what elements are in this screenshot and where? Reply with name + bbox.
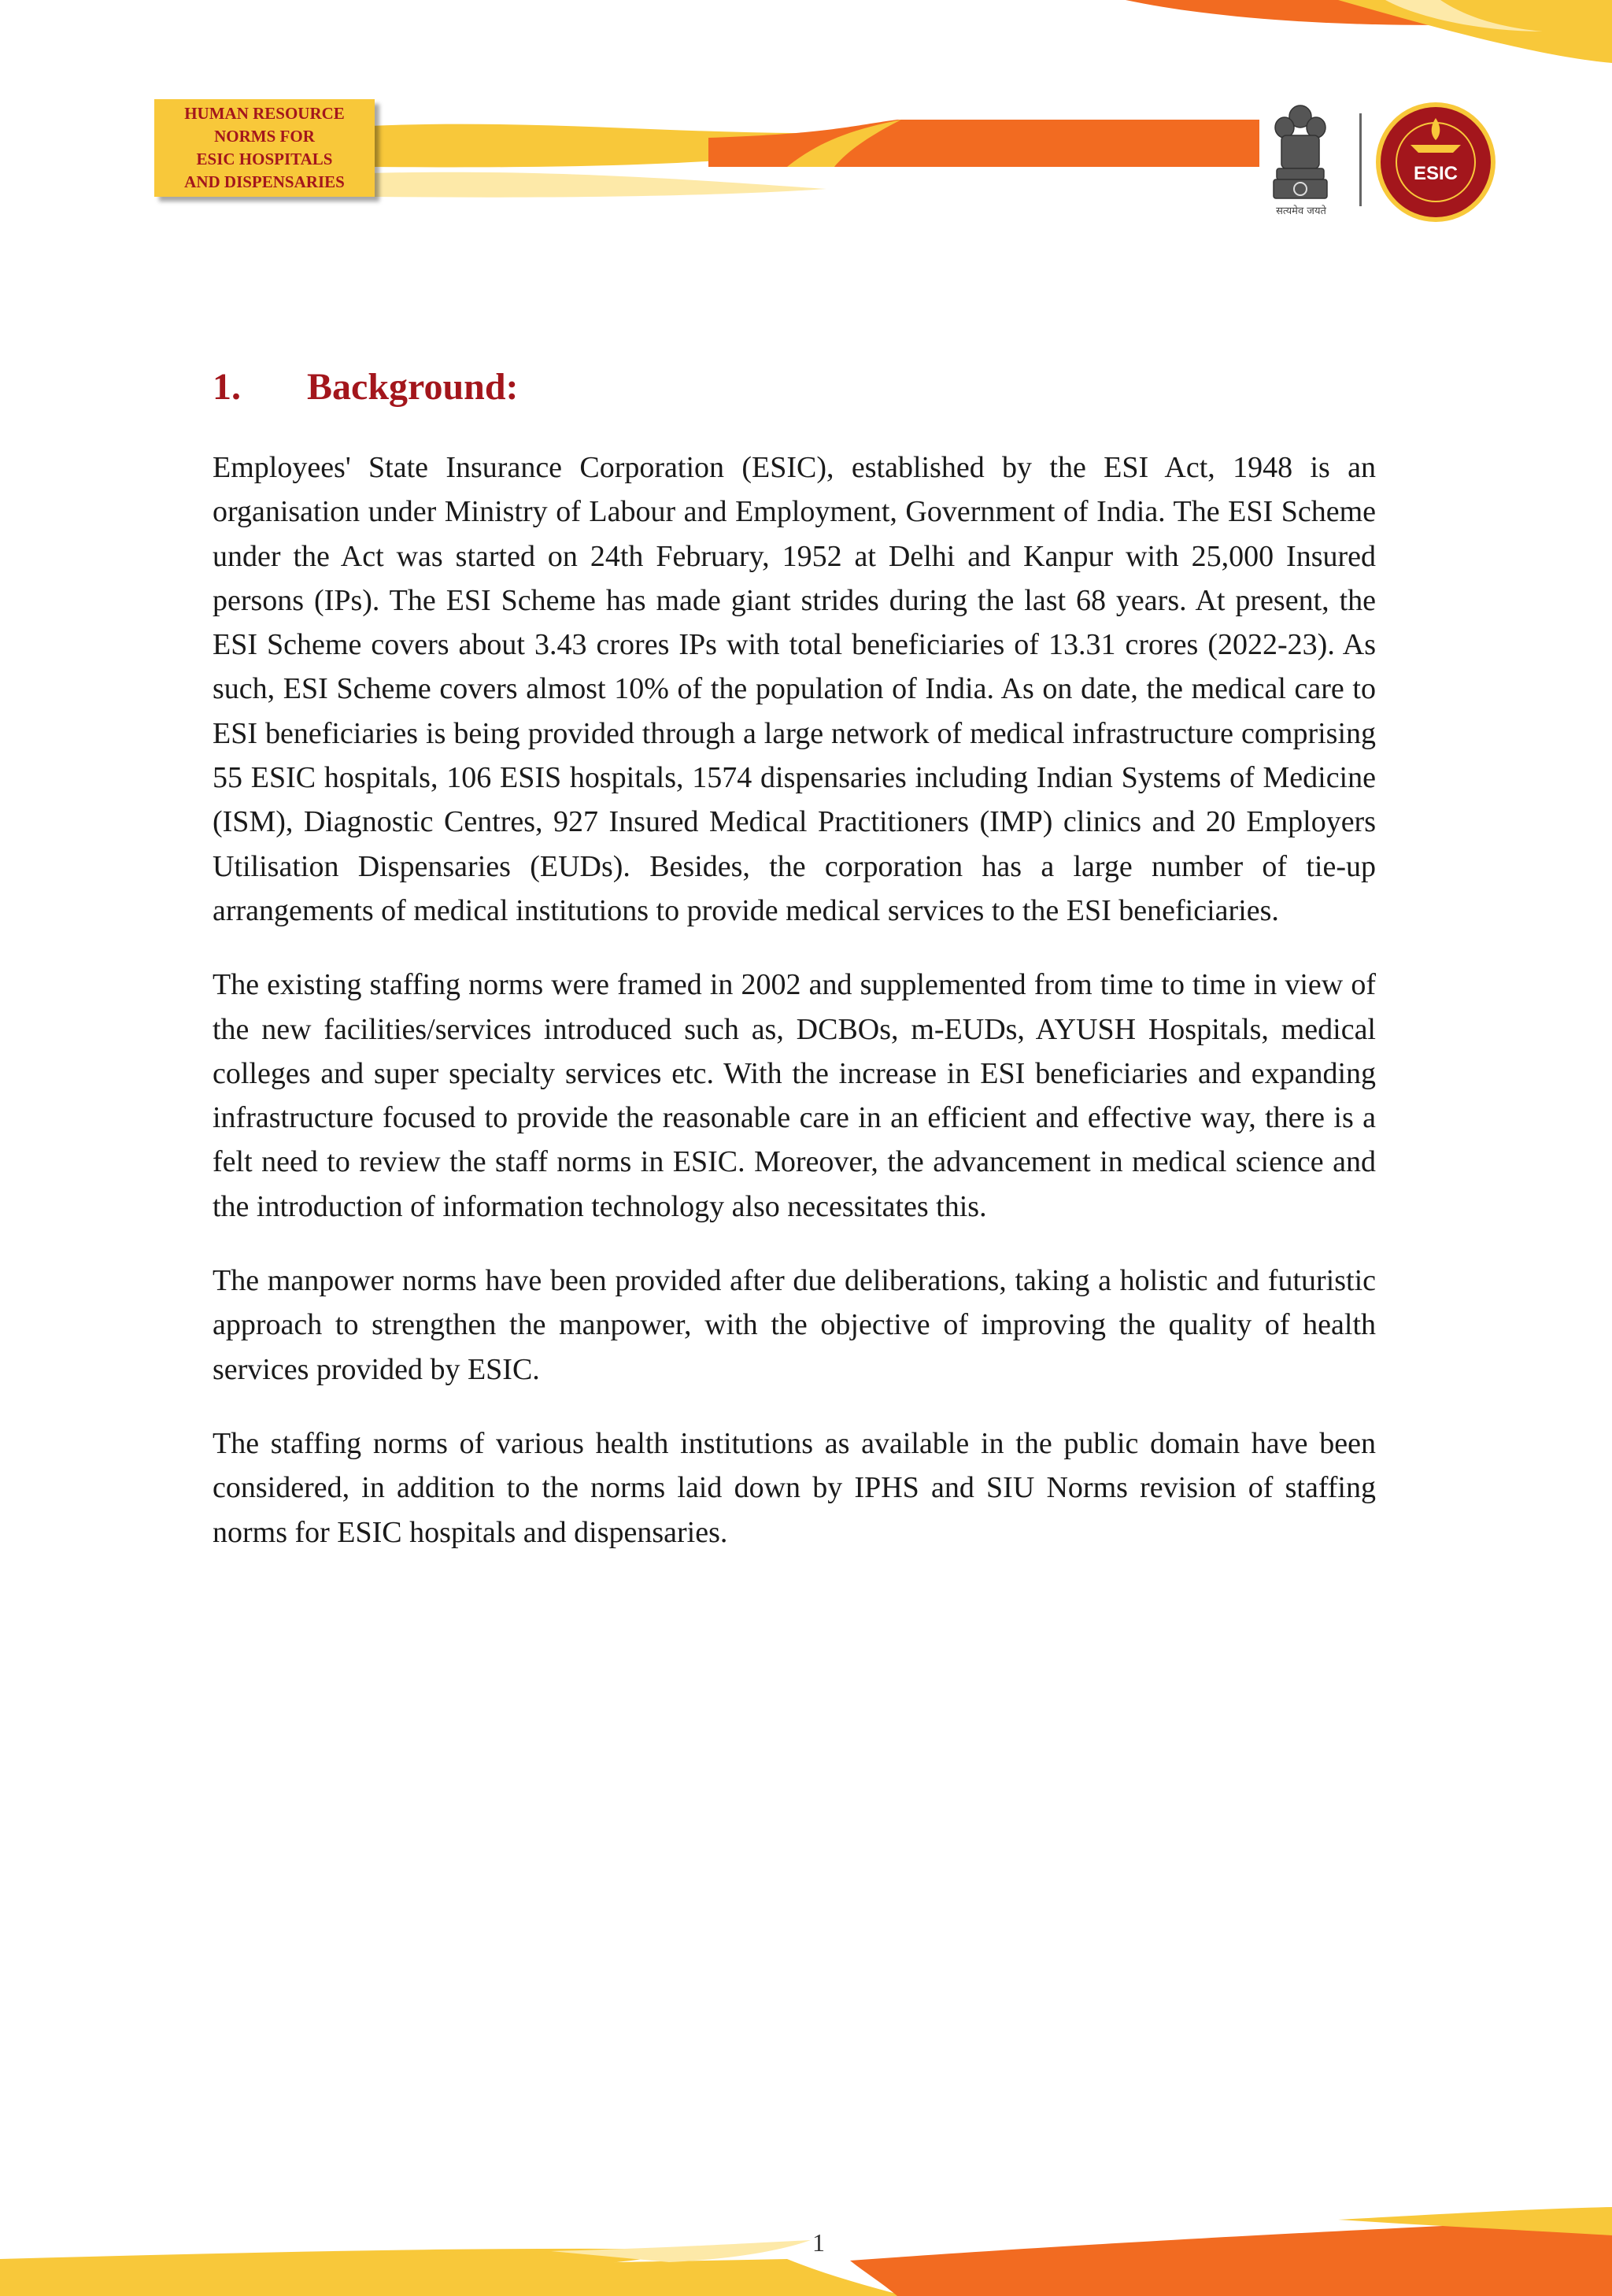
national-emblem-icon xyxy=(1269,99,1332,217)
doc-title-line-2: NORMS FOR xyxy=(214,127,315,146)
doc-title-line-4: AND DISPENSARIES xyxy=(184,172,345,191)
doc-title-line-1: HUMAN RESOURCE xyxy=(184,104,345,123)
doc-title-line-3: ESIC HOSPITALS xyxy=(196,150,333,168)
paragraph: The existing staffing norms were framed in 2002 and supplemented from time to time in view of the new facilities/services introduced such as, DCBOs, m-EUDs, AYUSH Hospitals, medical colleges and super specialty services etc. With the increase in ESI beneficiaries and expanding infrastructure focused to provide the reasonable care in an efficient and effective way, there is a felt need to review the staff norms in ESIC. Moreover, the advancement in medical science and the introduction of information technology also necessitates this. xyxy=(213,968,1376,1223)
section-title: Background: xyxy=(307,366,519,408)
esic-logo-icon xyxy=(1374,101,1497,224)
paragraph: The manpower norms have been provided after due deliberations, taking a holistic and futuristic approach to strengthen the manpower, with the objective of improving the quality of health services provided by ESIC. xyxy=(213,1264,1376,1386)
emblem-motto: सत्यमेव जयते xyxy=(1276,205,1326,217)
logo-text: ESIC xyxy=(1413,163,1459,184)
document-title-box xyxy=(154,99,375,197)
section-heading xyxy=(213,364,519,411)
paragraph: The staffing norms of various health institutions as available in the public domain have been considered, in addition to the norms laid down by IPHS and SIU Norms revision of staffing norms for ESIC hospitals and dispensaries. xyxy=(213,1426,1376,1549)
logo-divider xyxy=(1359,113,1362,206)
body-content xyxy=(213,446,1376,1584)
paragraph: Employees' State Insurance Corporation (ESIC), established by the ESI Act, 1948 is an organisation under Ministry of Labour and Employment, Government of India. The ESI Scheme under the Act was started on 24th February, 1952 at Delhi and Kanpur with 25,000 Insured persons (IPs). The ESI Scheme has made giant strides during the last 68 years. At present, the ESI Scheme covers about 3.43 crores IPs with total beneficiaries of 13.31 crores (2022-23). As such, ESI Scheme covers almost 10% of the population of India. As on date, the medical care to ESI beneficiaries is being provided through a large network of medical infrastructure comprising 55 ESIC hospitals, 106 ESIS hospitals, 1574 dispensaries including Indian Systems of Medicine (ISM), Diagnostic Centres, 927 Insured Medical Practitioners (IMP) clinics and 20 Employers Utilisation Dispensaries (EUDs). Besides, the corporation has a large number of tie-up arrangements of medical institutions to provide medical services to the ESI beneficiaries. xyxy=(213,451,1376,927)
page-number: 1 xyxy=(812,2228,825,2257)
section-number: 1. xyxy=(213,366,241,408)
